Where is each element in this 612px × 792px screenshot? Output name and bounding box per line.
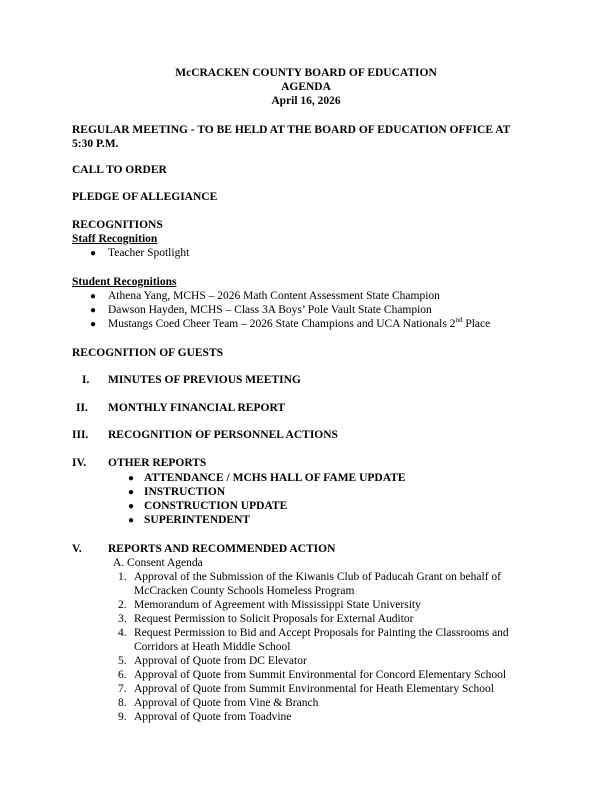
doc-title: AGENDA [281, 81, 331, 93]
consent-item-number: 7. [118, 683, 127, 695]
consent-item-text: Request Permission to Bid and Accept Proposals for Painting the Classrooms and [134, 627, 509, 639]
consent-item-number: 8. [118, 697, 127, 709]
section-number: IV. [72, 457, 87, 469]
consent-item-text: Memorandum of Agreement with Mississippi State University [134, 599, 421, 611]
section-number: III. [72, 429, 89, 441]
section-number: II. [76, 402, 88, 414]
section-title: RECOGNITION OF PERSONNEL ACTIONS [108, 429, 338, 441]
bullet: ● [90, 291, 97, 302]
consent-item-number: 5. [118, 655, 127, 667]
consent-item-text: Approval of Quote from Summit Environmental for Heath Elementary School [134, 683, 494, 695]
section-title: MONTHLY FINANCIAL REPORT [108, 402, 286, 414]
consent-item-text-cont: Corridors at Heath Middle School [134, 641, 291, 653]
other-report-item: CONSTRUCTION UPDATE [144, 500, 288, 512]
staff-recognition-heading: Staff Recognition [72, 233, 158, 245]
bullet: ● [128, 473, 135, 484]
meeting-line-1: REGULAR MEETING - TO BE HELD AT THE BOARD OF EDUCATION OFFICE AT [72, 124, 511, 136]
student-item [108, 317, 490, 331]
bullet: ● [128, 501, 135, 512]
student-item: Athena Yang, MCHS – 2026 Math Content Assessment State Champion [108, 290, 440, 302]
other-report-item: INSTRUCTION [144, 486, 226, 498]
org-title: McCRACKEN COUNTY BOARD OF EDUCATION [175, 67, 437, 79]
section-number: I. [82, 374, 90, 386]
other-report-item: SUPERINTENDENT [144, 514, 251, 526]
consent-item-number: 6. [118, 669, 127, 681]
consent-agenda-label: A. Consent Agenda [113, 557, 203, 569]
consent-item-text: Request Permission to Solicit Proposals for External Auditor [134, 613, 414, 625]
bullet: ● [90, 319, 97, 330]
consent-item-number: 2. [118, 599, 127, 611]
consent-item-text: Approval of Quote from DC Elevator [134, 655, 307, 667]
section-title: MINUTES OF PREVIOUS MEETING [108, 374, 301, 386]
section-number: V. [72, 543, 82, 555]
student-item-text: Mustangs Coed Cheer Team – 2026 State Champions and UCA Nationals 2 [108, 318, 456, 330]
staff-item: Teacher Spotlight [108, 247, 190, 259]
bullet: ● [90, 248, 97, 259]
student-item-tail: Place [462, 318, 491, 330]
consent-item-text: Approval of the Submission of the Kiwanis Club of Paducah Grant on behalf of [134, 571, 501, 583]
pledge-of-allegiance: PLEDGE OF ALLEGIANCE [72, 191, 218, 203]
bullet: ● [128, 487, 135, 498]
bullet: ● [128, 515, 135, 526]
consent-item-number: 3. [118, 613, 127, 625]
consent-item-text-cont: McCracken County Schools Homeless Program [134, 585, 355, 597]
agenda-date: April 16, 2026 [271, 95, 341, 107]
section-title: REPORTS AND RECOMMENDED ACTION [108, 543, 336, 555]
recognition-of-guests: RECOGNITION OF GUESTS [72, 347, 224, 359]
bullet: ● [90, 305, 97, 316]
student-recognitions-heading: Student Recognitions [72, 276, 177, 288]
other-report-item: ATTENDANCE / MCHS HALL OF FAME UPDATE [144, 472, 406, 484]
consent-item-text: Approval of Quote from Summit Environmental for Concord Elementary School [134, 669, 507, 681]
consent-item-text: Approval of Quote from Vine & Branch [134, 697, 319, 709]
meeting-line-2: 5:30 P.M. [72, 138, 119, 150]
ordinal-suffix: nd [455, 316, 463, 325]
student-item: Dawson Hayden, MCHS – Class 3A Boys’ Pole Vault State Champion [108, 304, 432, 316]
consent-item-number: 9. [118, 711, 127, 723]
consent-item-text: Approval of Quote from Toadvine [134, 711, 292, 723]
call-to-order: CALL TO ORDER [72, 164, 167, 176]
section-title: OTHER REPORTS [108, 457, 207, 469]
recognitions-heading: RECOGNITIONS [72, 219, 163, 231]
consent-item-number: 1. [118, 571, 127, 583]
consent-item-number: 4. [118, 627, 127, 639]
